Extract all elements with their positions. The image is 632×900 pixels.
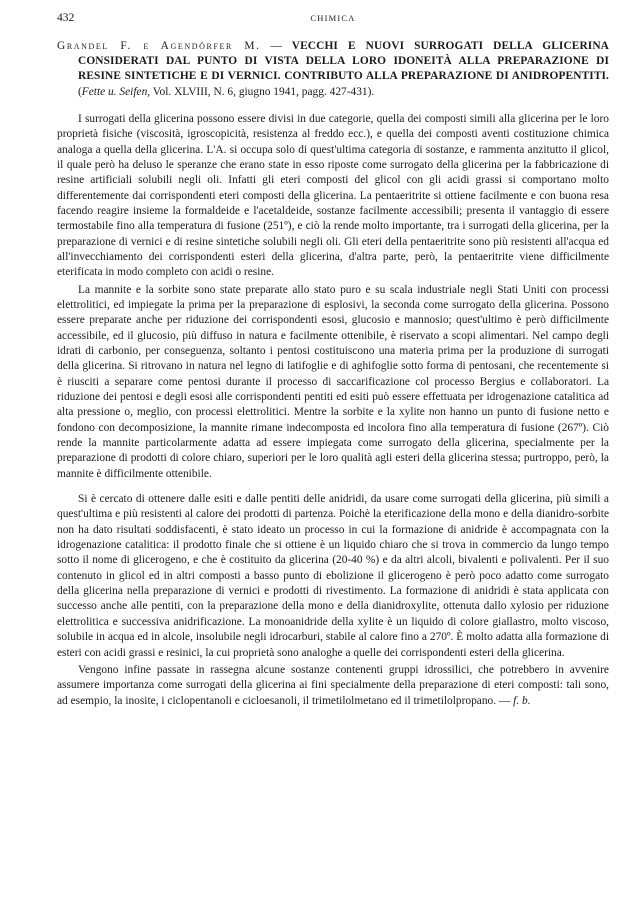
section-title: CHIMICA	[310, 13, 356, 23]
journal-name: Fette u. Seifen	[81, 85, 148, 98]
body-paragraph-4-text: Vengono infine passate in rassegna alcune sostanze contenenti gruppi idrossilici, che potrebbero in avvenire assumere importanza come surrogati della glicerina ai fini specialmente della preparazione di eteri composti: tali sono, ad esempio, la inosite, i ciclopentanoli e cicloesanoli, il trimetilolmetano ed il trimetilolpropano.	[57, 663, 609, 707]
journal-page	[57, 12, 609, 709]
citation-open: (	[78, 85, 82, 98]
body-paragraph-1: I surrogati della glicerina possono essere divisi in due categorie, quella dei composti simili alla glicerina per le loro proprietà fisiche (viscosità, igroscopicità, resistenza al freddo ecc.), e quella dei composti aventi costituzione chimica analoga a quella della glicerina. L'A. si occupa solo di quest'ultima categoria di sostanze, e rammenta anzitutto il glicol, il quale però ha deluso le speranze che erano state in esso riposte come surrogato della glicerina per la fabbricazione di resine artificiali solubili negli oli. Infatti gli eteri composti del glicol con gli acidi grassi si comportano molto differentemente dai corrispondenti eteri composti della glicerina. La pentaeritrite si ottiene facilmente e con buona resa facendo reagire insieme la formaldeide e l'acetaldeide, sostanze facilmente accessibili; presenta il vantaggio di essere termostabile fino alla temperatura di fusione (251º), e ciò la rende molto importante, tra i surrogati della glicerina, per la preparazione di vernici e di resine sintetiche solubili negli oli. Gli eteri della pentaeritrite sono più resistenti all'acqua ed all'invecchiamento dei corrispondenti esteri della glicerina, d'altra parte, però, la pentaeritrite viene difficilmente eterificata in modo completo con acidi o resine.	[57, 112, 609, 279]
abstract-heading-text	[57, 39, 609, 100]
page-number: 432	[57, 12, 75, 24]
article-title: VECCHI E NUOVI SURROGATI DELLA GLICERINA CONSIDERATI DAL PUNTO DI VISTA DELLA LORO IDONEITÀ ALLA PREPARAZIONE DI RESINE SINTETICHE E DI VERNICI. CONTRIBUTO ALLA PREPARAZIONE DI ANIDROPENTITI.	[78, 40, 609, 83]
body-paragraph-4	[57, 663, 609, 709]
heading-dash: —	[260, 40, 292, 52]
abstract-heading	[57, 39, 609, 100]
citation	[78, 86, 374, 98]
signature-initials: f. b.	[513, 694, 531, 707]
citation-details: , Vol. XLVIII, N. 6, giugno 1941, pagg. 427-431).	[147, 85, 375, 98]
signature-dash: —	[496, 694, 514, 707]
running-header	[57, 12, 609, 30]
body-paragraph-3: Si è cercato di ottenere dalle esiti e dalle pentiti delle anidridi, da usare come surrogati della glicerina, più simili a quest'ultima e più resistenti al calore dei prodotti di partenza. Poichè la eterificazione della mono e della dianidro-sorbite non ha dato risultati soddisfacenti, è stato ideato un processo in cui la formazione di anidride è accompagnata con la idrogenazione catalitica: il prodotto finale che si ottiene è un liquido chiaro che si trova in commercio da lungo tempo sotto il nome di glicerogeno, e che è costituito da glicerina (20-40 %) e da altri alcoli, bivalenti e polivalenti. Per il suo contenuto in glicol ed in altri composti a basso punto di ebolizione il glicerogeno è però poco adatto come surrogato della glicerina nella preparazione di vernici e prodotti di rivestimento. La formazione di anidridi è stata applicata con successo anche alle pentiti, con la preparazione della mono e della dianidroxylite, ottenuta dallo xylosio per riduzione elettrolitica e successiva anidrificazione. La monoanidride della xylite è un liquido di colore giallastro, molto viscoso, solubile in acqua ed in alcole, insolubile negli idrocarburi, stabile al calore fino a 270º. È molto adatta alla formazione di esteri con acidi grassi e resinici, la cui proprietà sono analoghe a quelle dei corrispondenti esteri della glicerina.	[57, 493, 609, 659]
authors: Grandel F. e Agendörfer M.	[57, 40, 261, 52]
body-paragraph-2: La mannite e la sorbite sono state preparate allo stato puro e su scala industriale negli Stati Uniti con processi elettrolitici, ed impiegate la prima per la preparazione di esplosivi, la seconda come surrogato della glicerina. Possono essere preparate anche per riduzione dei corrispondenti esosi, glucosio e mannosio; quest'ultimo è però difficilmente accessibile, ed il glucosio, più diffuso in natura e facilmente ottenibile, è riservato a scopi alimentari. Nel campo degli idrati di carbonio, per conseguenza, soltanto i pentosi costituiscono una materia prima per la produzione di surrogati della glicerina. Si ritrovano in natura nel legno di latifoglie e di aghifoglie sotto forma di pentosani, che recentemente si è riusciti a separare come pentosi durante il processo di saccarificazione col processo Bergius e collaboratori. La riduzione dei pentosi e degli esosi alle corrispondenti pentiti ed esiti può essere effettuata per idrogenazione catalitica ad alta pressione o, meglio, con processi elettrolitici. Mentre la sorbite e la xylite non hanno un punto di fusione netto e fondono con decomposizione, la mannite rimane indecomposta ed incolora fino alla temperatura di fusione (267º). Ciò rende la mannite particolarmente adatta ad essere impiegata come surrogato della glicerina, specialmente per la preparazione di prodotti di colore chiaro, superiori per le loro qualità agli esteri della glicerina stessa; purtroppo, però, la mannite è difficilmente ottenibile.	[57, 283, 609, 480]
